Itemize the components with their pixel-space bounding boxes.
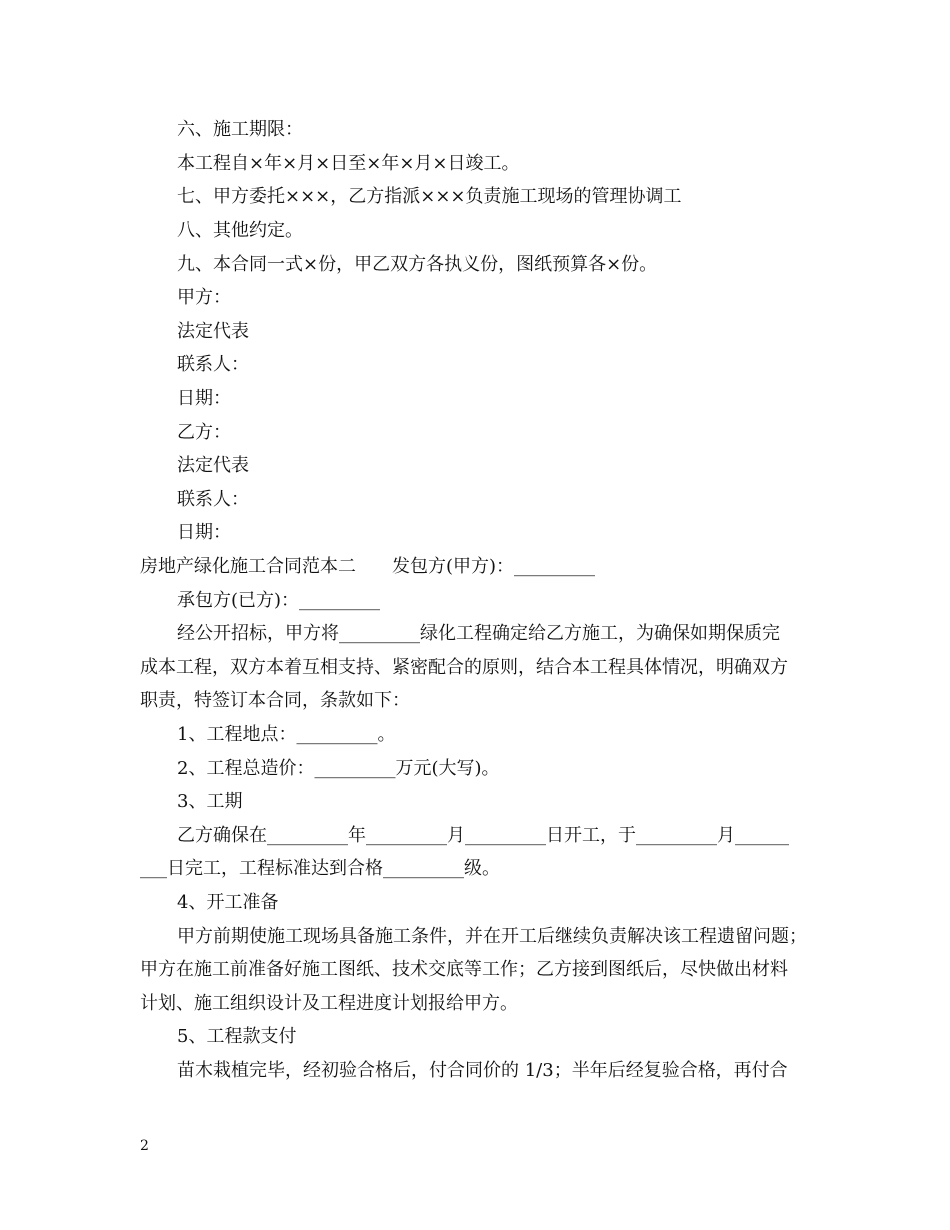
intro-paragraph-line-2: 成本工程，双方本着互相支持、紧密配合的原则，结合本工程具体情况，明确双方 [140,657,788,678]
party-b-label: 乙方： [177,422,231,443]
party-a-date: 日期： [177,388,231,409]
section-6-heading: 六、施工期限： [177,119,303,140]
intro-paragraph-line-1: 经公开招标，甲方将_________绿化工程确定给乙方施工，为确保如期保质完 [177,623,780,644]
clause-4-line-2: 甲方在施工前准备好施工图纸、技术交底等工作；乙方接到图纸后，尽快做出材料 [140,959,788,980]
party-b-date: 日期： [177,522,231,543]
clause-2-total-cost: 2、工程总造价：_________万元(大写)。 [177,758,500,779]
section-7-text: 七、甲方委托×××，乙方指派×××负责施工现场的管理协调工 [177,186,682,207]
section-9-text: 九、本合同一式×份，甲乙双方各执义份，图纸预算各×份。 [177,254,658,275]
clause-3-line-2: ___日完工，工程标准达到合格_________级。 [140,858,500,879]
party-a-label: 甲方： [177,287,231,308]
party-a-contact: 联系人： [177,354,249,375]
clause-3-heading: 3、工期 [177,791,243,812]
construction-period-text: 本工程自×年×月×日至×年×月×日竣工。 [177,153,520,174]
section-8-text: 八、其他约定。 [177,220,303,241]
clause-4-line-3: 计划、施工组织设计及工程进度计划报给甲方。 [140,993,518,1014]
clause-4-line-1: 甲方前期使施工现场具备施工条件，并在开工后继续负责解决该工程遗留问题； [177,926,807,947]
party-a-legal-rep: 法定代表 [177,321,249,342]
page-number: 2 [140,1138,149,1154]
clause-3-line-1: 乙方确保在_________年_________月_________日开工，于_________月______ [177,825,789,846]
clause-5-heading: 5、工程款支付 [177,1026,297,1047]
party-b-legal-rep: 法定代表 [177,455,249,476]
party-b-contact: 联系人： [177,489,249,510]
clause-4-heading: 4、开工准备 [177,892,279,913]
intro-paragraph-line-3: 职责，特签订本合同，条款如下： [140,690,410,711]
clause-1-location: 1、工程地点：_________。 [177,724,396,745]
clause-5-line-1: 苗木栽植完毕，经初验合格后，付合同价的 1/3；半年后经复验合格，再付合 [177,1060,788,1081]
contractor-line: 承包方(已方)：_________ [177,590,381,611]
contract-title-line: 房地产绿化施工合同范本二 发包方(甲方)：_________ [140,556,596,577]
